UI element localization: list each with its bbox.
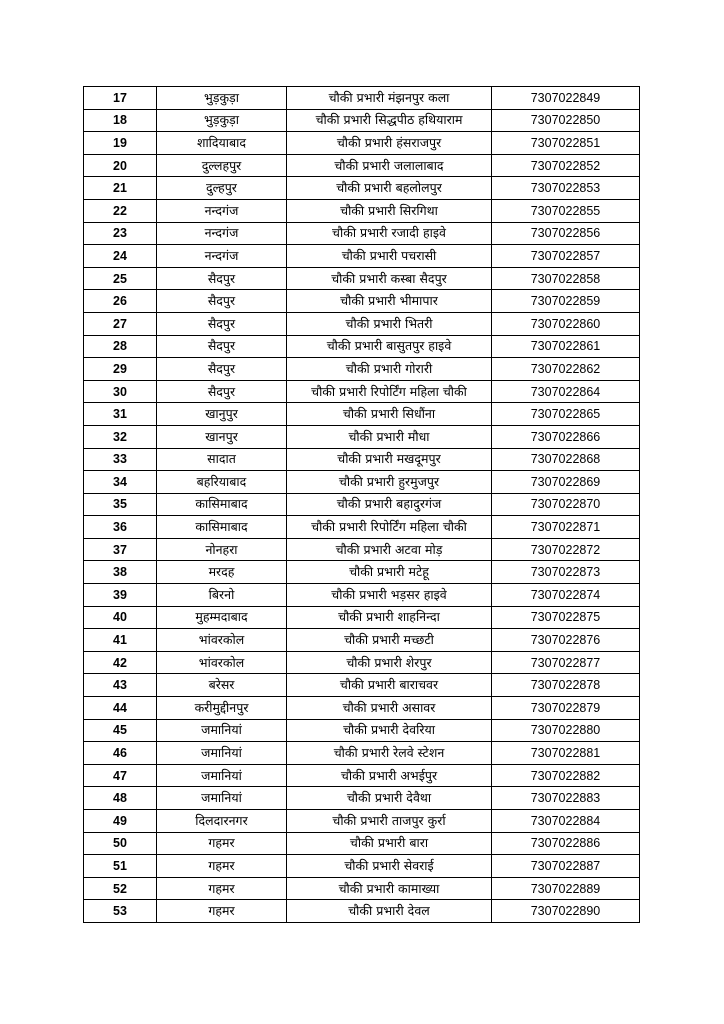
- serial-number-cell: 51: [84, 855, 157, 878]
- police-station-cell: कासिमाबाद: [157, 493, 287, 516]
- table-row: [84, 764, 640, 787]
- table-row: [84, 651, 640, 674]
- serial-number-cell: 22: [84, 199, 157, 222]
- phone-number-cell: 7307022859: [492, 290, 640, 313]
- police-station-cell: बरेसर: [157, 674, 287, 697]
- phone-number-cell: 7307022876: [492, 629, 640, 652]
- phone-number-cell: 7307022875: [492, 606, 640, 629]
- table-row: [84, 358, 640, 381]
- police-station-cell: शादियाबाद: [157, 132, 287, 155]
- police-post-cell: चौकी प्रभारी असावर: [287, 697, 492, 720]
- table-row: [84, 606, 640, 629]
- phone-number-cell: 7307022849: [492, 87, 640, 110]
- phone-number-cell: 7307022855: [492, 199, 640, 222]
- serial-number-cell: 31: [84, 403, 157, 426]
- table-row: [84, 561, 640, 584]
- police-post-cell: चौकी प्रभारी पचरासी: [287, 245, 492, 268]
- police-post-cell: चौकी प्रभारी भितरी: [287, 312, 492, 335]
- phone-number-cell: 7307022862: [492, 358, 640, 381]
- police-post-cell: चौकी प्रभारी कस्बा सैदपुर: [287, 267, 492, 290]
- phone-number-cell: 7307022864: [492, 380, 640, 403]
- police-station-cell: करीमुद्दीनपुर: [157, 697, 287, 720]
- police-station-cell: नन्दगंज: [157, 199, 287, 222]
- serial-number-cell: 35: [84, 493, 157, 516]
- serial-number-cell: 34: [84, 471, 157, 494]
- phone-number-cell: 7307022868: [492, 448, 640, 471]
- police-station-cell: गहमर: [157, 855, 287, 878]
- phone-number-cell: 7307022850: [492, 109, 640, 132]
- police-station-cell: गहमर: [157, 900, 287, 923]
- phone-number-cell: 7307022857: [492, 245, 640, 268]
- serial-number-cell: 24: [84, 245, 157, 268]
- table-row: [84, 87, 640, 110]
- police-post-cell: चौकी प्रभारी भड़सर हाइवे: [287, 584, 492, 607]
- police-station-cell: गहमर: [157, 877, 287, 900]
- phone-number-cell: 7307022852: [492, 154, 640, 177]
- table-row: [84, 448, 640, 471]
- police-post-cell: चौकी प्रभारी सिरगिथा: [287, 199, 492, 222]
- serial-number-cell: 33: [84, 448, 157, 471]
- phone-number-cell: 7307022884: [492, 810, 640, 833]
- serial-number-cell: 30: [84, 380, 157, 403]
- serial-number-cell: 25: [84, 267, 157, 290]
- police-post-cell: चौकी प्रभारी बासुतपुर हाइवे: [287, 335, 492, 358]
- police-post-cell: चौकी प्रभारी मखदूमपुर: [287, 448, 492, 471]
- table-row: [84, 199, 640, 222]
- police-post-cell: चौकी प्रभारी हंसराजपुर: [287, 132, 492, 155]
- phone-number-cell: 7307022889: [492, 877, 640, 900]
- table-row: [84, 719, 640, 742]
- phone-number-cell: 7307022882: [492, 764, 640, 787]
- police-post-cell: चौकी प्रभारी देवरिया: [287, 719, 492, 742]
- police-post-cell: चौकी प्रभारी बाराचवर: [287, 674, 492, 697]
- serial-number-cell: 26: [84, 290, 157, 313]
- police-station-cell: नन्दगंज: [157, 245, 287, 268]
- serial-number-cell: 47: [84, 764, 157, 787]
- phone-number-cell: 7307022879: [492, 697, 640, 720]
- table-row: [84, 109, 640, 132]
- table-body: [84, 87, 640, 923]
- table-row: [84, 538, 640, 561]
- phone-number-cell: 7307022860: [492, 312, 640, 335]
- table-row: [84, 584, 640, 607]
- phone-number-cell: 7307022871: [492, 516, 640, 539]
- police-post-cell: चौकी प्रभारी अटवा मोड़: [287, 538, 492, 561]
- table-row: [84, 697, 640, 720]
- phone-number-cell: 7307022887: [492, 855, 640, 878]
- serial-number-cell: 19: [84, 132, 157, 155]
- table-row: [84, 380, 640, 403]
- police-post-cell: चौकी प्रभारी सिद्धपीठ हथियाराम: [287, 109, 492, 132]
- phone-number-cell: 7307022877: [492, 651, 640, 674]
- serial-number-cell: 29: [84, 358, 157, 381]
- police-station-cell: नन्दगंज: [157, 222, 287, 245]
- phone-number-cell: 7307022870: [492, 493, 640, 516]
- police-post-cell: चौकी प्रभारी रजादी हाइवे: [287, 222, 492, 245]
- table-row: [84, 493, 640, 516]
- phone-number-cell: 7307022861: [492, 335, 640, 358]
- phone-number-cell: 7307022856: [492, 222, 640, 245]
- serial-number-cell: 43: [84, 674, 157, 697]
- police-post-cell: चौकी प्रभारी बारा: [287, 832, 492, 855]
- phone-number-cell: 7307022881: [492, 742, 640, 765]
- police-post-cell: चौकी प्रभारी बहादुरगंज: [287, 493, 492, 516]
- police-post-cell: चौकी प्रभारी रिपोर्टिंग महिला चौकी: [287, 380, 492, 403]
- police-station-cell: सैदपुर: [157, 335, 287, 358]
- police-post-cell: चौकी प्रभारी गोरारी: [287, 358, 492, 381]
- police-post-cell: चौकी प्रभारी मंझनपुर कला: [287, 87, 492, 110]
- police-station-cell: भांवरकोल: [157, 651, 287, 674]
- table-row: [84, 267, 640, 290]
- police-station-cell: कासिमाबाद: [157, 516, 287, 539]
- police-station-cell: सैदपुर: [157, 380, 287, 403]
- table-row: [84, 516, 640, 539]
- serial-number-cell: 40: [84, 606, 157, 629]
- phone-number-cell: 7307022851: [492, 132, 640, 155]
- serial-number-cell: 50: [84, 832, 157, 855]
- serial-number-cell: 44: [84, 697, 157, 720]
- police-post-cell: चौकी प्रभारी भीमापार: [287, 290, 492, 313]
- phone-number-cell: 7307022858: [492, 267, 640, 290]
- table-row: [84, 674, 640, 697]
- police-post-cell: चौकी प्रभारी अभईपुर: [287, 764, 492, 787]
- police-post-contact-table: [83, 86, 640, 923]
- police-post-cell: चौकी प्रभारी देवैथा: [287, 787, 492, 810]
- table-row: [84, 154, 640, 177]
- phone-number-cell: 7307022873: [492, 561, 640, 584]
- serial-number-cell: 39: [84, 584, 157, 607]
- table-row: [84, 742, 640, 765]
- police-post-cell: चौकी प्रभारी जलालाबाद: [287, 154, 492, 177]
- phone-number-cell: 7307022878: [492, 674, 640, 697]
- police-post-cell: चौकी प्रभारी शाहनिन्दा: [287, 606, 492, 629]
- police-post-cell: चौकी प्रभारी मच्छटी: [287, 629, 492, 652]
- police-post-cell: चौकी प्रभारी कामाख्या: [287, 877, 492, 900]
- police-station-cell: गहमर: [157, 832, 287, 855]
- phone-number-cell: 7307022890: [492, 900, 640, 923]
- serial-number-cell: 46: [84, 742, 157, 765]
- serial-number-cell: 18: [84, 109, 157, 132]
- police-post-cell: चौकी प्रभारी हुरमुजपुर: [287, 471, 492, 494]
- police-station-cell: सादात: [157, 448, 287, 471]
- table-row: [84, 335, 640, 358]
- police-post-cell: चौकी प्रभारी मौधा: [287, 425, 492, 448]
- table-row: [84, 471, 640, 494]
- police-station-cell: जमानियां: [157, 742, 287, 765]
- police-station-cell: दुल्हपुर: [157, 177, 287, 200]
- serial-number-cell: 17: [84, 87, 157, 110]
- serial-number-cell: 21: [84, 177, 157, 200]
- phone-number-cell: 7307022883: [492, 787, 640, 810]
- police-station-cell: बहरियाबाद: [157, 471, 287, 494]
- table-row: [84, 810, 640, 833]
- serial-number-cell: 27: [84, 312, 157, 335]
- table-row: [84, 877, 640, 900]
- table-row: [84, 132, 640, 155]
- police-post-cell: चौकी प्रभारी रेलवे स्टेशन: [287, 742, 492, 765]
- serial-number-cell: 20: [84, 154, 157, 177]
- phone-number-cell: 7307022880: [492, 719, 640, 742]
- police-station-cell: बिरनो: [157, 584, 287, 607]
- table-row: [84, 245, 640, 268]
- phone-number-cell: 7307022872: [492, 538, 640, 561]
- phone-number-cell: 7307022869: [492, 471, 640, 494]
- police-station-cell: जमानियां: [157, 719, 287, 742]
- police-station-cell: भांवरकोल: [157, 629, 287, 652]
- police-post-cell: चौकी प्रभारी सिधौंना: [287, 403, 492, 426]
- phone-number-cell: 7307022865: [492, 403, 640, 426]
- police-station-cell: जमानियां: [157, 764, 287, 787]
- serial-number-cell: 36: [84, 516, 157, 539]
- serial-number-cell: 32: [84, 425, 157, 448]
- serial-number-cell: 41: [84, 629, 157, 652]
- table-row: [84, 629, 640, 652]
- serial-number-cell: 38: [84, 561, 157, 584]
- police-post-cell: चौकी प्रभारी बहलोलपुर: [287, 177, 492, 200]
- police-station-cell: भुड़कुड़ा: [157, 87, 287, 110]
- serial-number-cell: 48: [84, 787, 157, 810]
- table-row: [84, 222, 640, 245]
- table-row: [84, 900, 640, 923]
- police-station-cell: मुहम्मदाबाद: [157, 606, 287, 629]
- phone-number-cell: 7307022866: [492, 425, 640, 448]
- table-row: [84, 832, 640, 855]
- table-row: [84, 787, 640, 810]
- phone-number-cell: 7307022874: [492, 584, 640, 607]
- serial-number-cell: 52: [84, 877, 157, 900]
- serial-number-cell: 45: [84, 719, 157, 742]
- phone-number-cell: 7307022886: [492, 832, 640, 855]
- serial-number-cell: 49: [84, 810, 157, 833]
- police-post-cell: चौकी प्रभारी देवल: [287, 900, 492, 923]
- police-station-cell: सैदपुर: [157, 267, 287, 290]
- police-station-cell: सैदपुर: [157, 312, 287, 335]
- serial-number-cell: 42: [84, 651, 157, 674]
- serial-number-cell: 53: [84, 900, 157, 923]
- table-row: [84, 425, 640, 448]
- table-row: [84, 403, 640, 426]
- police-station-cell: दुल्लहपुर: [157, 154, 287, 177]
- police-post-cell: चौकी प्रभारी सेवराई: [287, 855, 492, 878]
- police-station-cell: खानपुर: [157, 425, 287, 448]
- table-row: [84, 855, 640, 878]
- police-post-cell: चौकी प्रभारी रिपोर्टिंग महिला चौकी: [287, 516, 492, 539]
- police-station-cell: खानुपुर: [157, 403, 287, 426]
- serial-number-cell: 23: [84, 222, 157, 245]
- serial-number-cell: 28: [84, 335, 157, 358]
- police-post-cell: चौकी प्रभारी शेरपुर: [287, 651, 492, 674]
- table-row: [84, 177, 640, 200]
- police-post-cell: चौकी प्रभारी ताजपुर कुर्रा: [287, 810, 492, 833]
- police-station-cell: सैदपुर: [157, 290, 287, 313]
- serial-number-cell: 37: [84, 538, 157, 561]
- police-station-cell: भुड़कुड़ा: [157, 109, 287, 132]
- phone-number-cell: 7307022853: [492, 177, 640, 200]
- police-station-cell: दिलदारनगर: [157, 810, 287, 833]
- police-station-cell: सैदपुर: [157, 358, 287, 381]
- police-station-cell: नोनहरा: [157, 538, 287, 561]
- table-row: [84, 312, 640, 335]
- police-station-cell: जमानियां: [157, 787, 287, 810]
- police-post-cell: चौकी प्रभारी मटेहू: [287, 561, 492, 584]
- table-row: [84, 290, 640, 313]
- police-station-cell: मरदह: [157, 561, 287, 584]
